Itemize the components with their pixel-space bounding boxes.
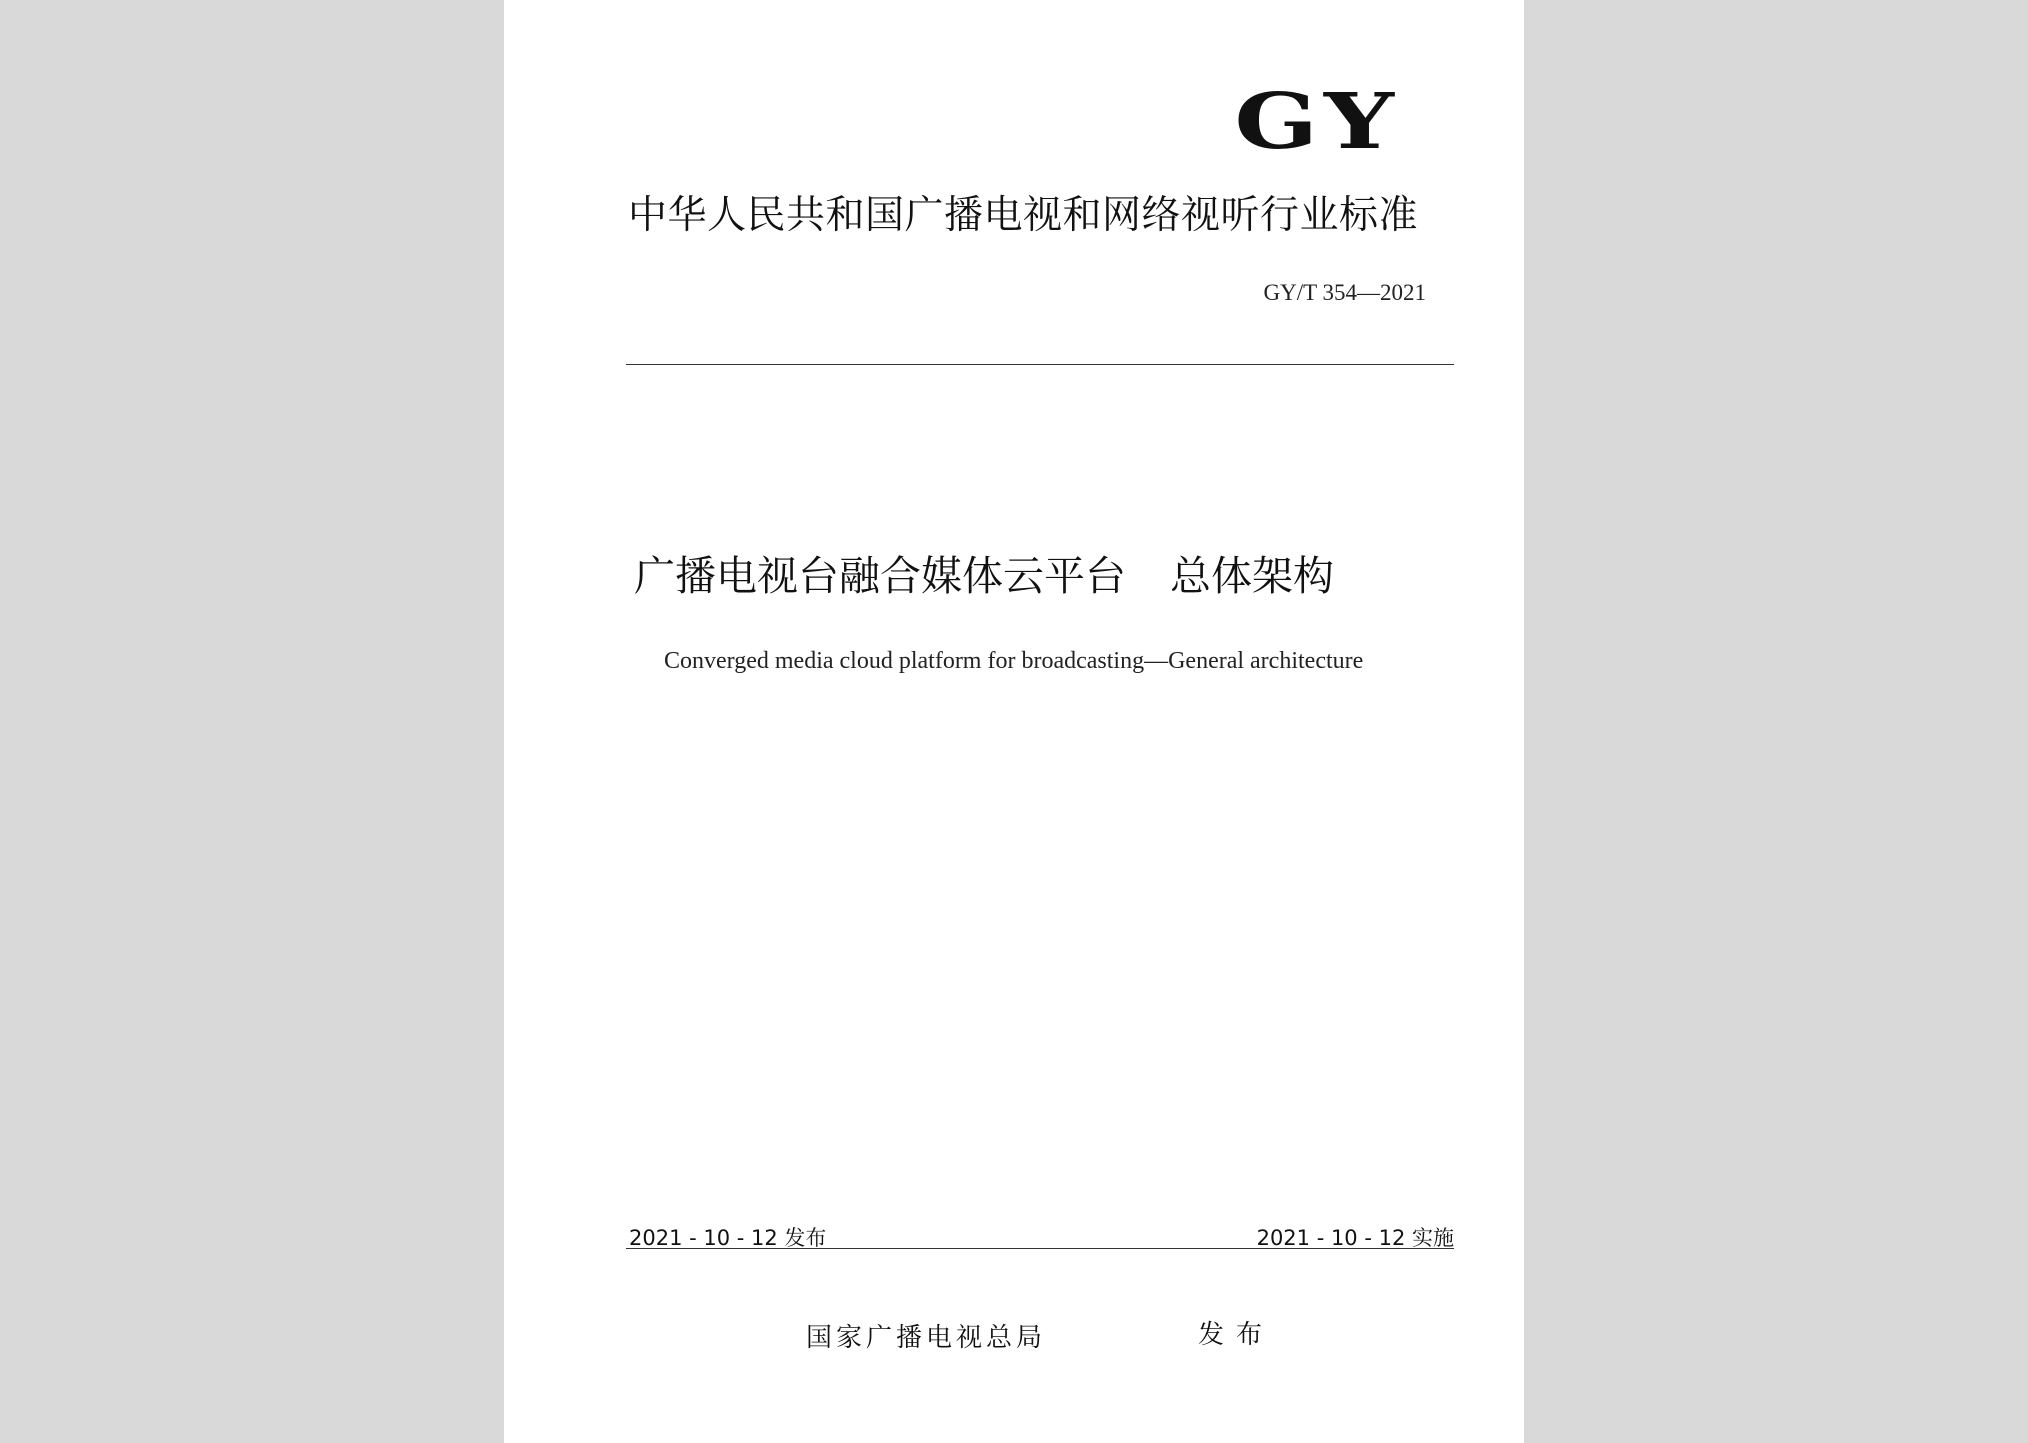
title-main-part: 广播电视台融合媒体云平台: [634, 552, 1126, 600]
document-title-english: Converged media cloud platform for broadcasting—General architecture: [664, 648, 1364, 674]
standard-number: GY/T 354—2021: [1263, 280, 1426, 305]
issue-date: 2021 - 10 - 12 发布: [629, 1226, 827, 1250]
document-title-chinese: [634, 552, 1334, 600]
gy-logo: GY: [1234, 76, 1400, 167]
title-sub-part: 总体架构: [1170, 552, 1334, 600]
publish-label: 发布: [1198, 1320, 1275, 1350]
publisher-name: 国家广播电视总局: [806, 1323, 1047, 1353]
industry-standard-title: 中华人民共和国广播电视和网络视听行业标准: [628, 193, 1419, 238]
document-page: [504, 0, 1524, 1443]
date-row: [626, 1222, 1454, 1250]
footer-divider: [626, 1248, 1454, 1249]
implementation-date: 2021 - 10 - 12 实施: [1256, 1226, 1454, 1250]
header-divider: [626, 364, 1454, 365]
